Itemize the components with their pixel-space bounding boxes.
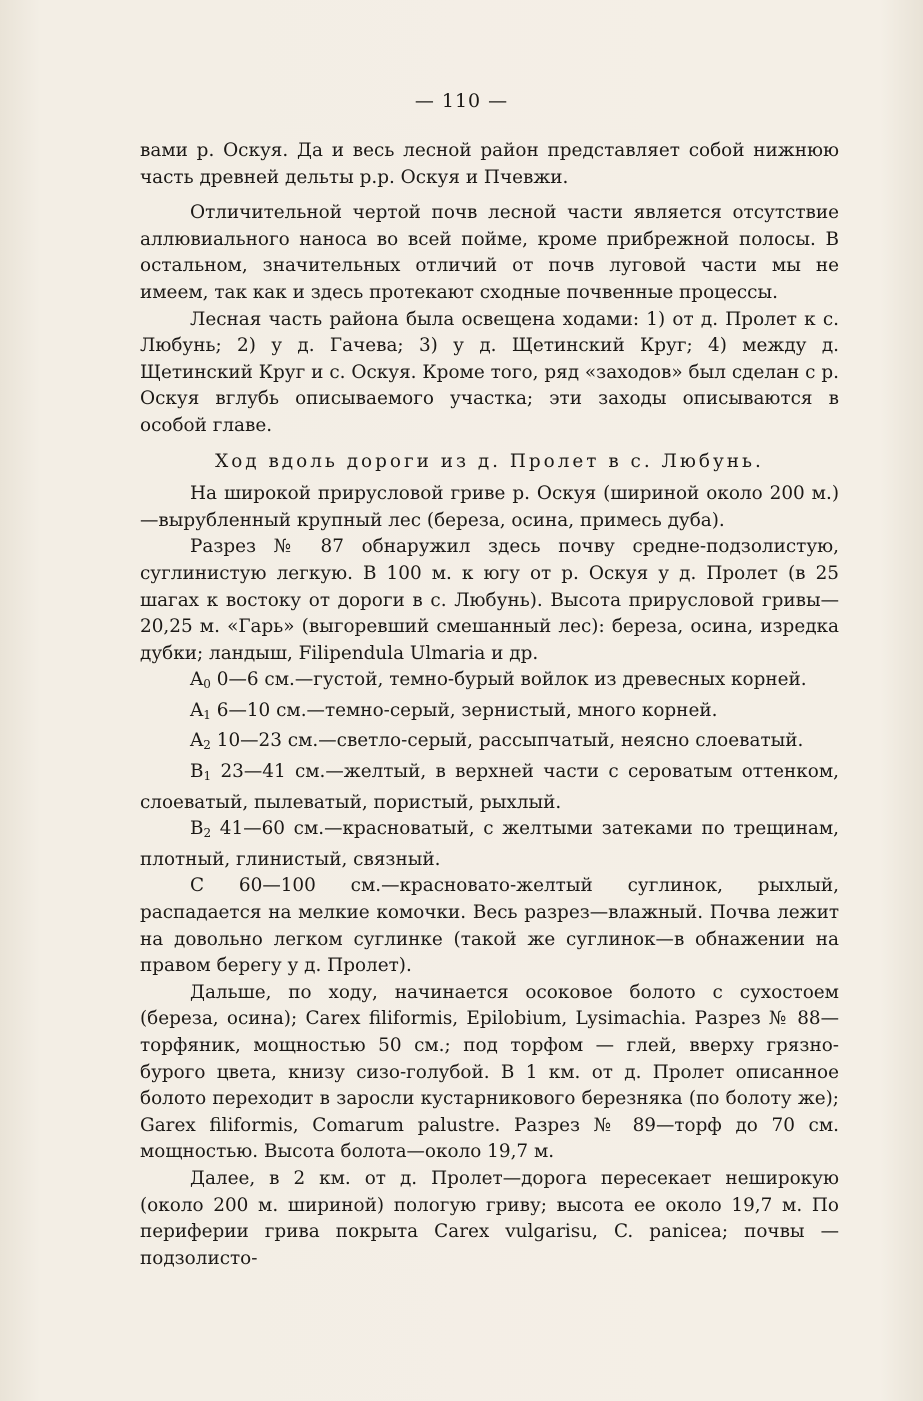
paragraph-section-87: Разрез № 87 обнаружил здесь почву средне-подзолистую, суглинистую легкую. В 100 м. к югу от р. Оскуя у д. Пролет (в 25 шагах к востоку от дороги в с. Любунь). Высота прирусловой гривы—20,25 м. «Гарь» (выгоревший смешанный лес): береза, осина, изредка дубки; ландыш, Filipendula Ulmaria и др. — [140, 536, 839, 664]
horizon-description: 41—60 см.—красноватый, с желтыми затеками по трещинам, плотный, глинистый, связный. — [140, 818, 839, 870]
horizon-description: 23—41 см.—желтый, в верхней части с сероватым оттенком, слоеватый, пылеватый, пористый, рыхлый. — [140, 761, 839, 813]
section-heading: Ход вдоль дороги из д. Пролет в с. Любунь. — [215, 450, 764, 472]
paragraph-continuation: вами р. Оскуя. Да и весь лесной район представляет собой нижнюю часть древней дельты р.р. Оскуя и Пчевжи. — [140, 140, 839, 188]
horizon-index: 1 — [203, 707, 211, 722]
horizon-letter: B — [190, 818, 204, 840]
horizon-b2 — [140, 816, 839, 873]
horizon-index: 1 — [203, 769, 212, 784]
horizon-description: 0—6 см.—густой, темно-бурый войлок из древесных корней. — [210, 669, 807, 691]
paragraph-horizon-c: С 60—100 см.—красновато-желтый суглинок, рыхлый, распадается на мелкие комочки. Весь разрез—влажный. Почва лежит на довольно легком суглинке (такой же суглинок—в обнажении на правом берегу у д. Пролет). — [140, 875, 839, 977]
horizon-letter: A — [190, 730, 204, 752]
horizon-letter: A — [190, 699, 204, 721]
paragraph-forest-soils: Отличительной чертой почв лесной части является отсутствие аллювиального наноса во всей пойме, кроме прибрежной полосы. В остальном, значительных отличий от почв луговой части мы не имеем, так как и здесь протекают сходные почвенные процессы. — [140, 202, 839, 303]
horizon-index: 2 — [203, 826, 212, 841]
body-text — [140, 138, 839, 1272]
horizon-letter: A — [190, 669, 204, 691]
horizon-index: 0 — [203, 677, 211, 692]
paragraph-routes: Лесная часть района была освещена ходами: 1) от д. Пролет к с. Любунь; 2) у д. Гачева; 3) у д. Щетинский Круг; 4) между д. Щетинский Круг и с. Оскуя. Кроме того, ряд «заходов» был сделан с р. Оскуя вглубь описываемого участка; эти заходы описываются в особой главе. — [140, 308, 839, 436]
horizon-letter: B — [190, 761, 204, 783]
horizon-a1 — [140, 698, 839, 729]
horizon-description: 10—23 см.—светло-серый, рассыпчатый, неясно слоеватый. — [210, 730, 804, 752]
paragraph-gentle-ridge: Далее, в 2 км. от д. Пролет—дорога пересекает неширокую (около 200 м. шириной) пологую гриву; высота ее около 19,7 м. По периферии грива покрыта Carex vulgarisu, C. panicea; почвы — подзолисто- — [140, 1167, 839, 1269]
horizon-description: 6—10 см.—темно-серый, зернистый, много корней. — [210, 699, 718, 721]
horizon-a2 — [140, 728, 839, 759]
horizon-index: 2 — [203, 738, 211, 753]
page-number: — 110 — — [414, 90, 509, 112]
horizon-a0 — [140, 667, 839, 698]
horizon-b1 — [140, 759, 839, 816]
paragraph-sedge-bog: Дальше, по ходу, начинается осоковое болото с сухостоем (береза, осина); Carex filiformis, Epilobium, Lysimachia. Разрез № 88—торфяник, мощностью 50 см.; под торфом — глей, вверху грязно-бурого цвета, книзу сизо-голубой. В 1 км. от д. Пролет описанное болото переходит в заросли кустарникового березняка (по болоту же); Garex filiformis, Comarum palustre. Разрез № 89—торф до 70 см. мощностью. Высота болота—около 19,7 м. — [140, 981, 839, 1163]
paragraph-riverbank-ridge: На широкой прирусловой гриве р. Оскуя (шириной около 200 м.)—вырубленный крупный лес (береза, осина, примесь дуба). — [140, 483, 839, 531]
